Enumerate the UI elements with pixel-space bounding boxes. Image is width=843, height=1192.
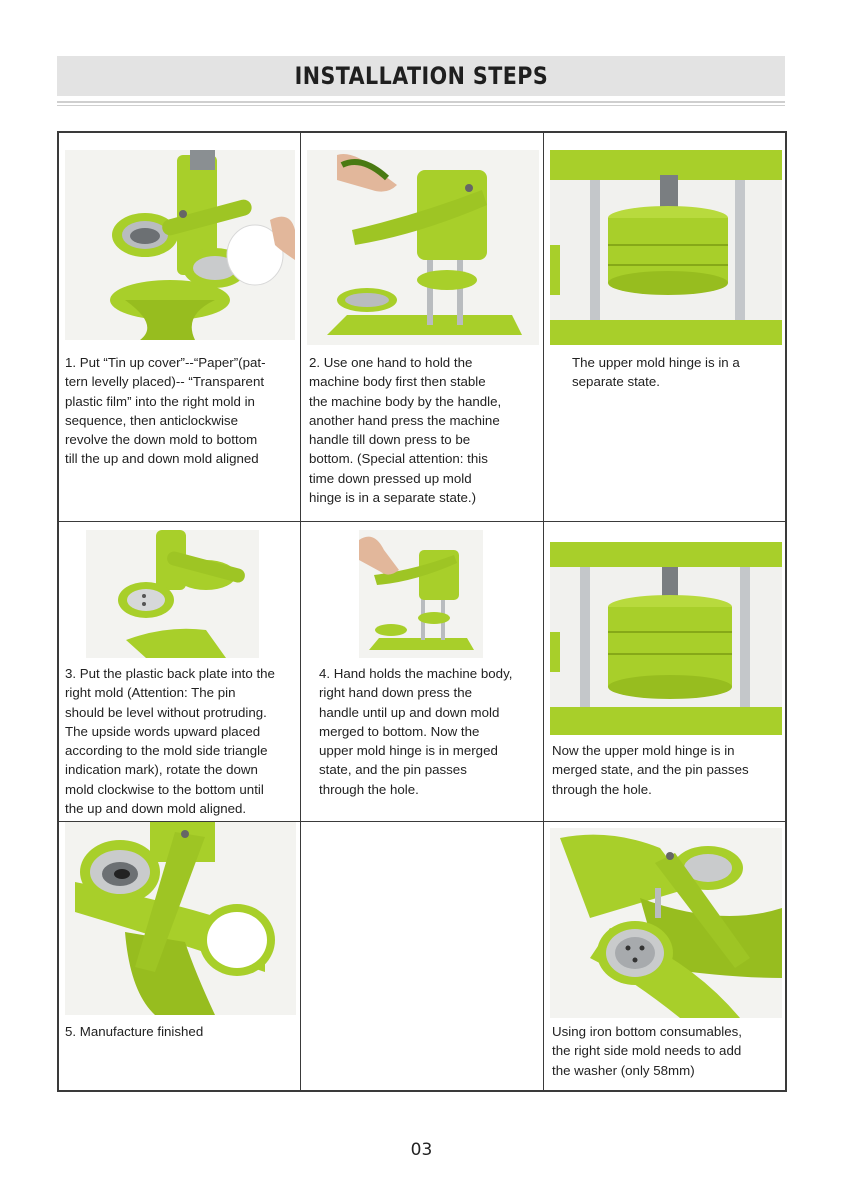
step-caption-2: 2. Use one hand to hold the machine body first then stable the machine body by the handle, another hand press the machine handle till down press to be bottom. (Special attention: this time down pressed up mold hinge is in a separate state.) [309, 355, 502, 506]
step-cell-3 [544, 133, 785, 522]
hinge-merged-closeup-photo [550, 542, 782, 735]
hinge-separate-closeup-photo [550, 150, 782, 345]
step-cell-8 [544, 822, 785, 1090]
step-cell-6 [544, 522, 785, 822]
title-divider [57, 101, 785, 103]
hand-on-handle-photo [307, 150, 539, 345]
step-cell-1 [59, 133, 301, 522]
step-cell-5 [301, 522, 544, 822]
step-cell-2 [301, 133, 544, 522]
step-caption-5: 4. Hand holds the machine body, right hand down press the handle until up and down mold merged to bottom. Now the upper mold hinge is in merged state, and the pin passes through the hole. [319, 666, 513, 797]
step-cell-7 [59, 822, 301, 1090]
finished-badge-photo [65, 822, 296, 1015]
section-title-bar [57, 56, 785, 96]
base-with-paper-disc-photo [65, 150, 295, 340]
step-caption-8: Using iron bottom consumables, the right side mold needs to add the washer (only 58mm) [552, 1024, 742, 1078]
step-caption-6: Now the upper mold hinge is in merged state, and the pin passes through the hole. [552, 743, 749, 797]
title-divider-thin [57, 105, 785, 106]
iron-bottom-washer-photo [550, 828, 782, 1018]
page-title: INSTALLATION STEPS [294, 62, 548, 90]
back-plate-in-mold-photo [86, 530, 259, 658]
hand-pressing-machine-photo [359, 530, 483, 658]
step-caption-1: 1. Put “Tin up cover”--“Paper”(pat- tern levelly placed)-- “Transparent plastic film” into the right mold in sequence, then anticlockwise revolve the down mold to bottom till the up and down mold aligned [65, 355, 266, 467]
step-cell-4 [59, 522, 301, 822]
steps-grid [57, 131, 787, 1092]
step-caption-7: 5. Manufacture finished [65, 1024, 204, 1039]
step-caption-3: The upper mold hinge is in a separate state. [572, 355, 740, 390]
page-number: 03 [410, 1140, 433, 1160]
step-cell-empty [301, 822, 544, 1090]
step-caption-4: 3. Put the plastic back plate into the right mold (Attention: The pin should be level without protruding. The upside words upward placed according to the mold side triangle indication mark), rotate the down mold clockwise to the bottom until the up and down mold aligned. [65, 666, 275, 817]
